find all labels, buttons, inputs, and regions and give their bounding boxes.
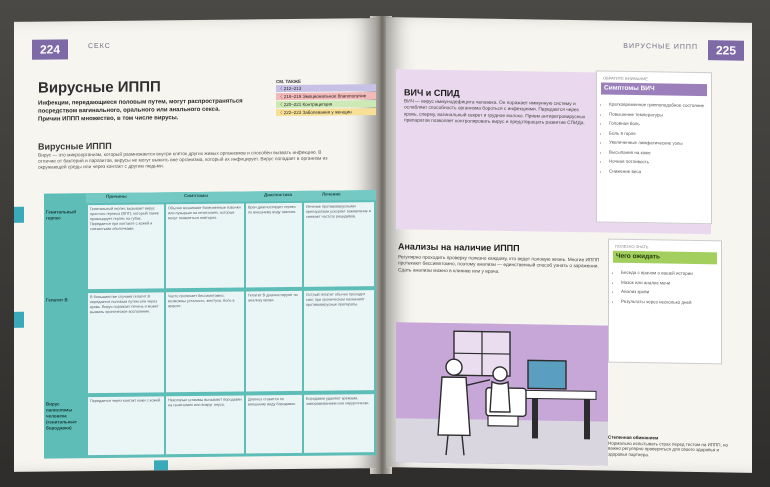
expect-box-title: Чего ожидать <box>613 251 717 265</box>
sti-table <box>44 190 376 458</box>
symptoms-box <box>596 70 712 224</box>
list-item: • Головная боль <box>609 119 704 130</box>
body-text: Вирус — это микроорганизм, который размножается внутри клеток других живых организмов и способен вызвать инфекцию. В отличие от бактерий и паразитов, вирусы не могут выжить вне организма, который их инфицирует. Вирус попадает в организм из окружающей среды или через контакт с другим людьми. <box>38 150 328 172</box>
table-cell: Бородавки удаляют кремами, замораживанием или хирургически. <box>304 394 374 453</box>
right-page-number: 225 <box>708 40 744 61</box>
table-header-cell: Диагностика <box>264 191 292 198</box>
table-row-label: Гепатит B <box>46 297 68 303</box>
table-cell: Обычно возникают болезненные язвочки или пузырьки на гениталиях, которые могут появляться повторно. <box>166 203 244 288</box>
tests-section-title: Анализы на наличие ИППП <box>398 241 520 254</box>
left-page <box>14 18 376 472</box>
page-title: Вирусные ИППП <box>38 78 161 97</box>
see-also-item: 〈 222–223 Заболевания у женщин <box>276 108 376 116</box>
table-header <box>86 190 376 203</box>
list-item: • Боль в горле <box>609 128 704 139</box>
see-also-item: 〈 220–221 Контрацепция <box>276 100 376 108</box>
list-item: • Ночная потливость <box>609 157 704 168</box>
table-header-cell: Симптомы <box>184 192 209 199</box>
symptoms-box-title: Симптомы ВИЧ <box>601 83 707 97</box>
side-note-title: Степенная обижанием <box>608 434 659 441</box>
symptoms-list <box>601 100 704 178</box>
list-item: • Повышение температуры <box>609 109 704 120</box>
page-marker-tab <box>14 312 24 328</box>
open-book <box>4 6 764 481</box>
table-cell: Передается через контакт кожи с кожей. <box>88 396 164 455</box>
list-item: • Увеличенные лимфатические узлы <box>609 138 704 149</box>
page-marker-tab <box>154 460 168 470</box>
symptoms-box-tag: ОБРАТИТЕ ВНИМАНИЕ <box>603 75 648 82</box>
table-cell: Лечение противовирусными препаратами ускоряет заживление и снижает частоту рецидивов. <box>304 202 374 287</box>
table-row-label: Вирус папилломы человека (генитальные бородавки) <box>46 401 77 431</box>
table-cell: Гепатит B диагностируют по анализу крови. <box>246 291 302 392</box>
doctor-patient-illustration <box>396 322 608 465</box>
see-also-item: 〈 218–219 Эмоциональное благополучие <box>276 92 376 100</box>
see-also-item: 〈 212–213 <box>276 84 376 92</box>
see-also-header: СМ. ТАКЖЕ <box>276 78 301 85</box>
see-also-box <box>276 78 376 117</box>
page-marker-tab <box>14 207 24 223</box>
list-item: • Кратковременное гриппоподобное состояние <box>609 100 704 111</box>
list-item: • Мазок или анализ мочи <box>621 277 693 288</box>
left-running-head: СЕКС <box>88 42 111 51</box>
table-cell: Некоторые штаммы вызывают бородавки на гениталиях или вокруг ануса. <box>166 395 244 454</box>
table-cell: Врач диагностирует герпес по внешнему виду язвочек. <box>246 203 302 288</box>
right-page-header <box>386 35 752 61</box>
section-subheading: Вирусные ИППП <box>38 140 112 152</box>
table-cell: В большинстве случаев гепатит B передается половым путем или через кровь. Вирус поражает печень и может вызвать хроническое воспаление. <box>88 292 164 393</box>
right-running-head: ВИРУСНЫЕ ИППП <box>623 42 698 52</box>
list-item: • Беседа с врачом о вашей истории <box>621 268 693 279</box>
lead-paragraph: Инфекции, передающиеся половым путем, могут распространяться посредством вагинального, орального или анального секса. Причин ИППП множество, в том числе вирусы. <box>38 98 243 123</box>
table-cell: Генитальный герпес вызывает вирус простого герпеса (ВПГ), который также провоцирует герпес на губах. Передается при контакте с кожей и слизистыми оболочками. <box>88 204 164 289</box>
table-row-label: Генитальный герпес <box>46 209 76 221</box>
hiv-section-text: ВИЧ — вирус иммунодефицита человека. Он поражает иммунную систему и ослабляет способность организма бороться с инфекциями. Передается через кровь, сперму, вагинальный секрет и грудное молоко. Прием антиретровирусных препаратов позволяет контролировать вирус и предотвращать развитие СПИДа. <box>404 99 586 127</box>
list-item: • Высыпания на коже <box>609 147 704 158</box>
list-item: • Снижение веса <box>609 166 704 177</box>
left-page-header <box>14 36 376 60</box>
expect-list <box>613 268 693 307</box>
table-header-cell: Лечение <box>322 191 341 197</box>
tests-section-text: Регулярно проходить проверку полезно каждому, кто ведет половую жизнь. Многие ИППП протекают бессимптомно, поэтому анализы — единственный способ узнать о заражении. Сдать анализы можно в клинике или у врача. <box>398 255 600 275</box>
list-item: • Анализ крови <box>621 287 693 298</box>
list-item: • Результаты через несколько дней <box>621 296 693 307</box>
side-note-text: Нормально испытывать страх перед тестом на ИППП, но важно регулярно проверяться для своего здоровья и здоровья партнера. <box>608 440 729 457</box>
hiv-section-title: ВИЧ и СПИД <box>404 87 460 99</box>
table-cell: Диагноз ставится по внешнему виду бородавок. <box>246 395 302 454</box>
expect-box-tag: ПОЛЕЗНО ЗНАТЬ <box>615 243 649 250</box>
table-cell: Часто протекает бессимптомно; возможны усталость, желтуха, боль в животе. <box>166 291 244 392</box>
expect-box <box>608 239 722 365</box>
table-header-cell: Причины <box>106 193 127 199</box>
right-page <box>386 17 752 473</box>
table-cell: Острый гепатит обычно проходит сам; при хроническом назначают противовирусные препараты. <box>304 290 374 391</box>
clinic-illustration <box>396 322 608 465</box>
side-note <box>608 435 734 459</box>
left-page-number: 224 <box>32 39 68 59</box>
